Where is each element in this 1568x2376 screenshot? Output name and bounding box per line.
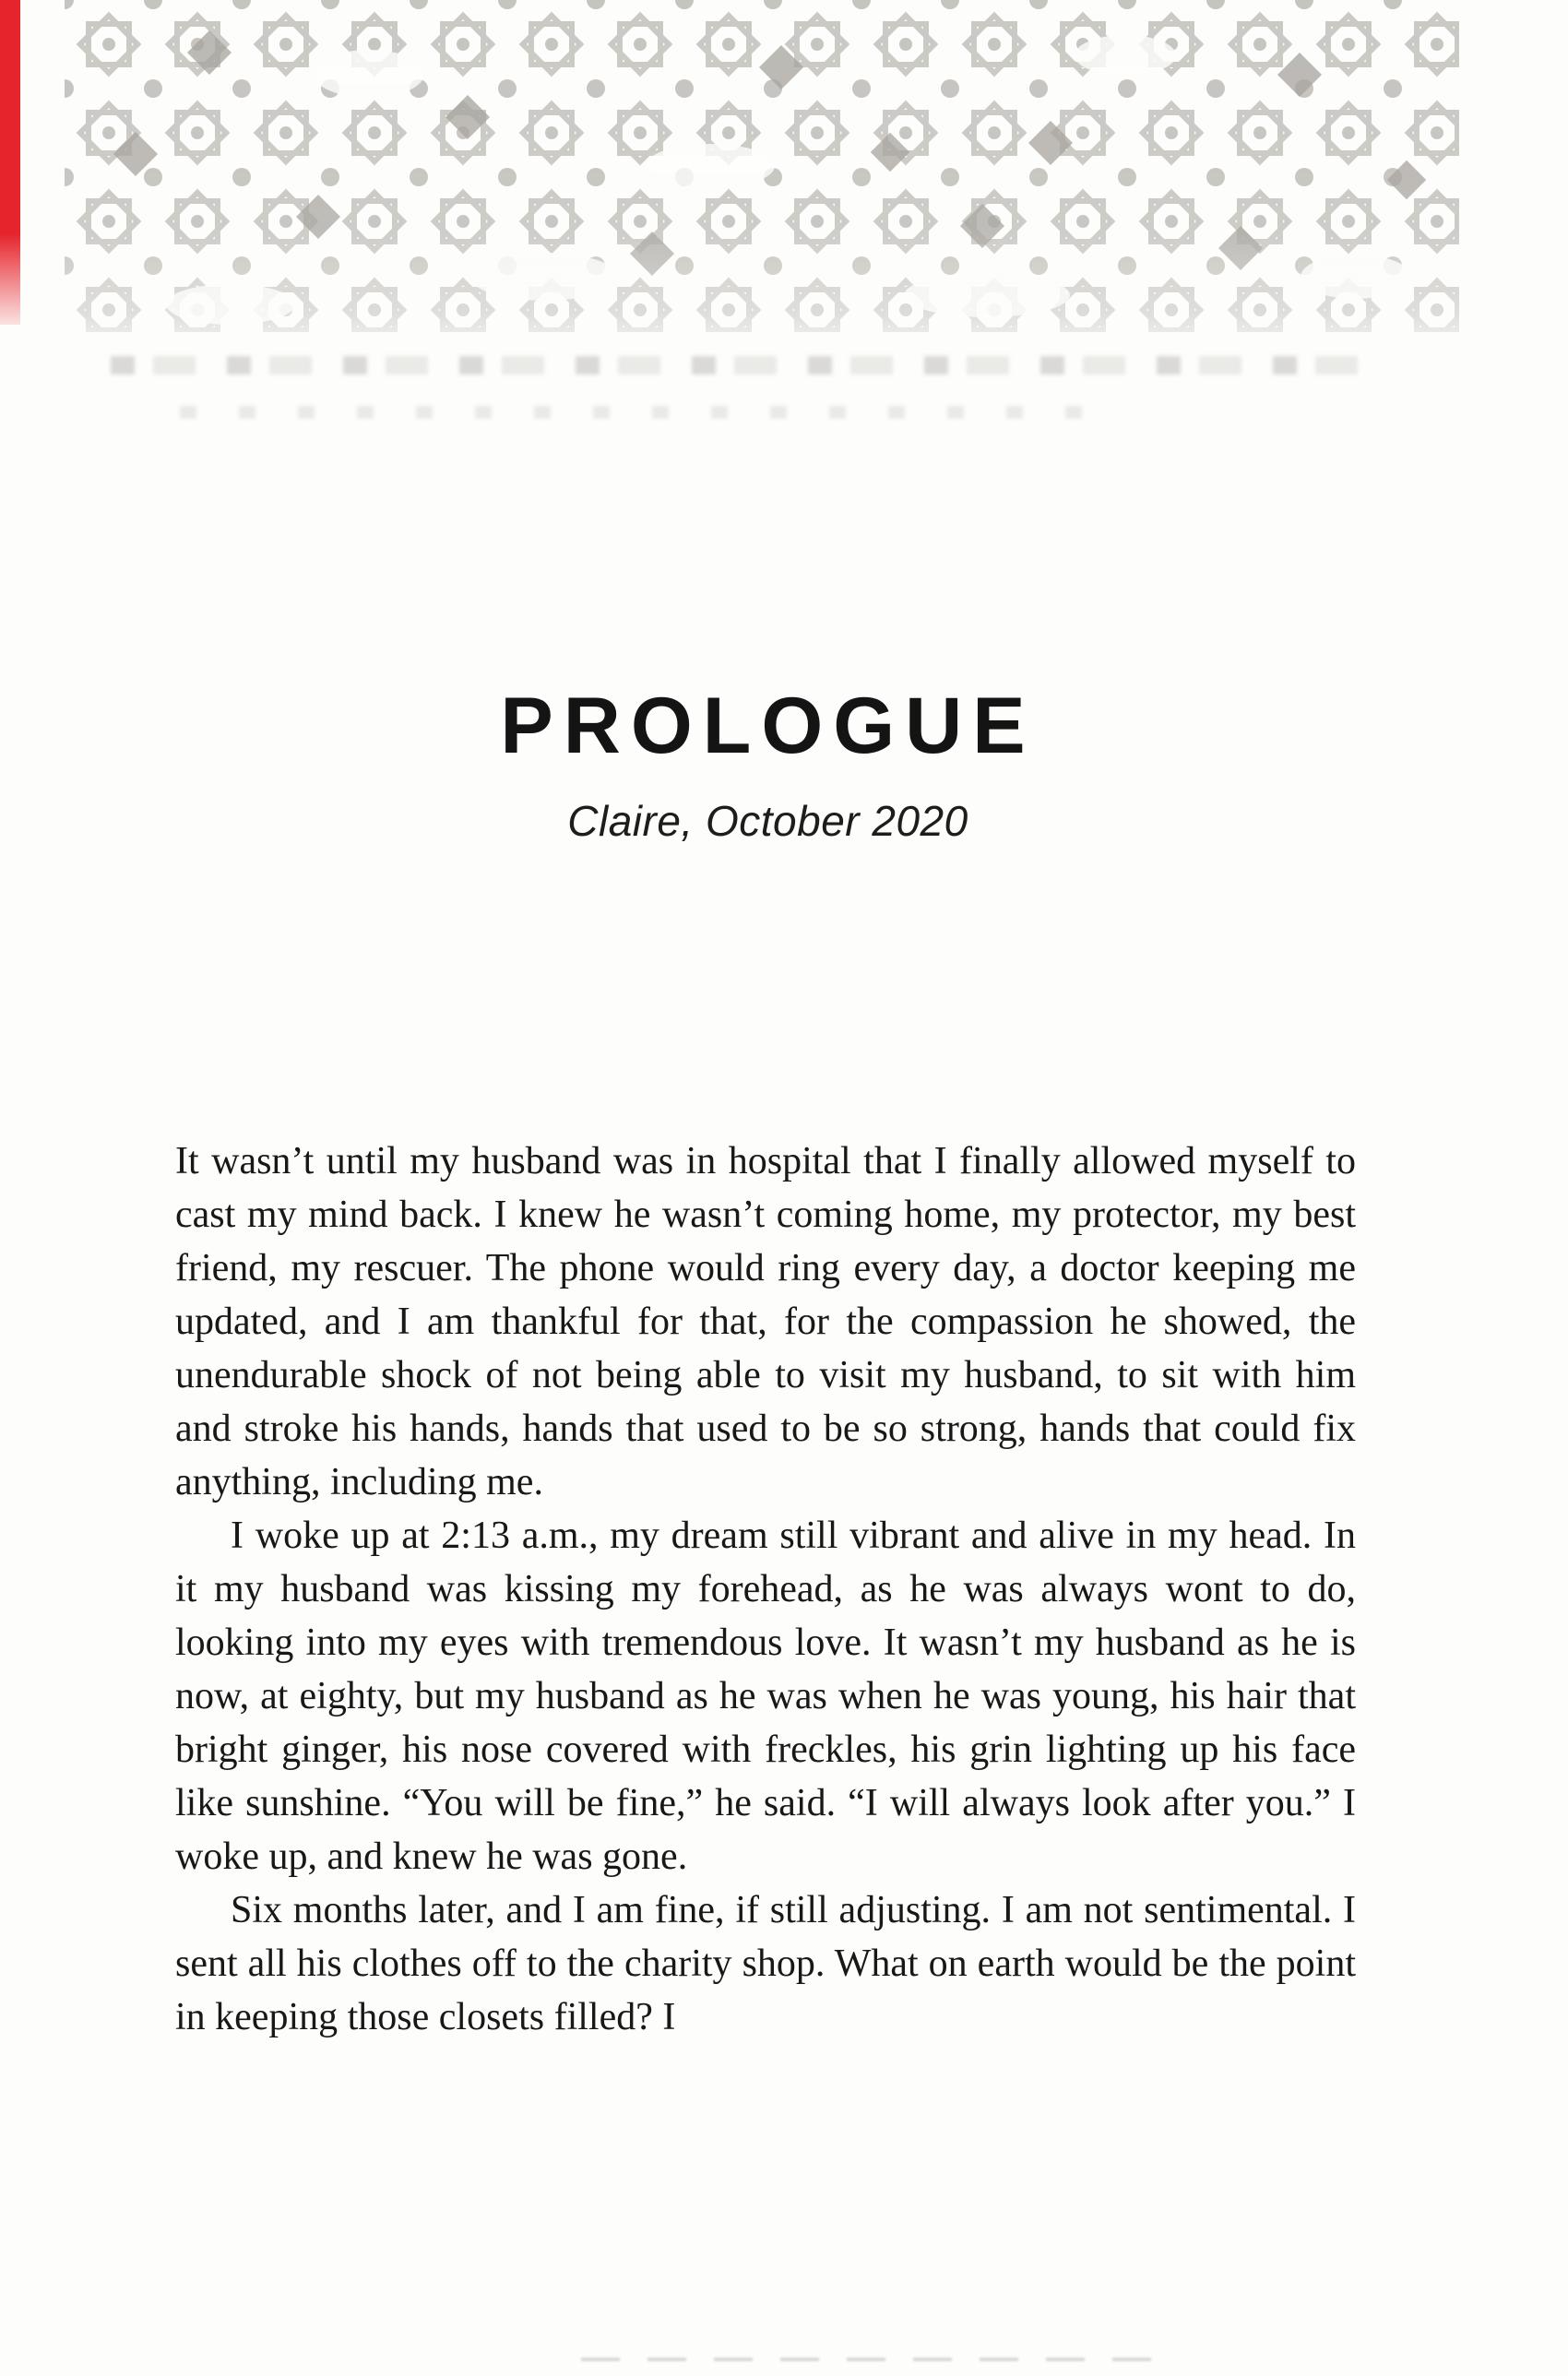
moroccan-star-pattern-icon — [65, 0, 1459, 365]
scan-artifact — [581, 2358, 1171, 2361]
body-paragraph: It wasn’t until my husband was in hospital that I finally allowed myself to cast my mind back. I knew he wasn’t coming home, my protector, my best friend, my rescuer. The phone would ring every day, a doctor keeping me updated, and I am thankful for that, for the compassion he showed, the unendurable shock of not being able to visit my husband, to sit with him and stroke his hands, hands that used to be so strong, hands that could fix anything, including me. — [175, 1140, 1356, 1503]
book-spine-edge — [0, 0, 20, 325]
scan-artifact — [180, 406, 1093, 419]
scan-artifact — [111, 356, 1374, 374]
body-paragraph: I woke up at 2:13 a.m., my dream still vibrant and alive in my head. In it my husband was kissing my forehead, as he was always wont to do, looking into my eyes with tremendous love. It wasn’t my husband as he is now, at eighty, but my husband as he was when he was young, his hair that bright ginger, his nose covered with freckles, his grin lighting up his face like sunshine. “You will be fine,” he said. “I will always look after you.” I woke up, and knew he was gone. — [175, 1515, 1356, 1878]
chapter-body — [175, 1135, 1356, 2044]
ornamental-header-pattern — [65, 0, 1459, 365]
chapter-heading — [175, 681, 1360, 846]
body-paragraph: Six months later, and I am fine, if still adjusting. I am not sentimental. I sent all his clothes off to the charity shop. What on earth would be the point in keeping those closets filled? I — [175, 1889, 1356, 2038]
chapter-title: PROLOGUE — [500, 682, 1036, 770]
chapter-subtitle: Claire, October 2020 — [567, 797, 968, 845]
